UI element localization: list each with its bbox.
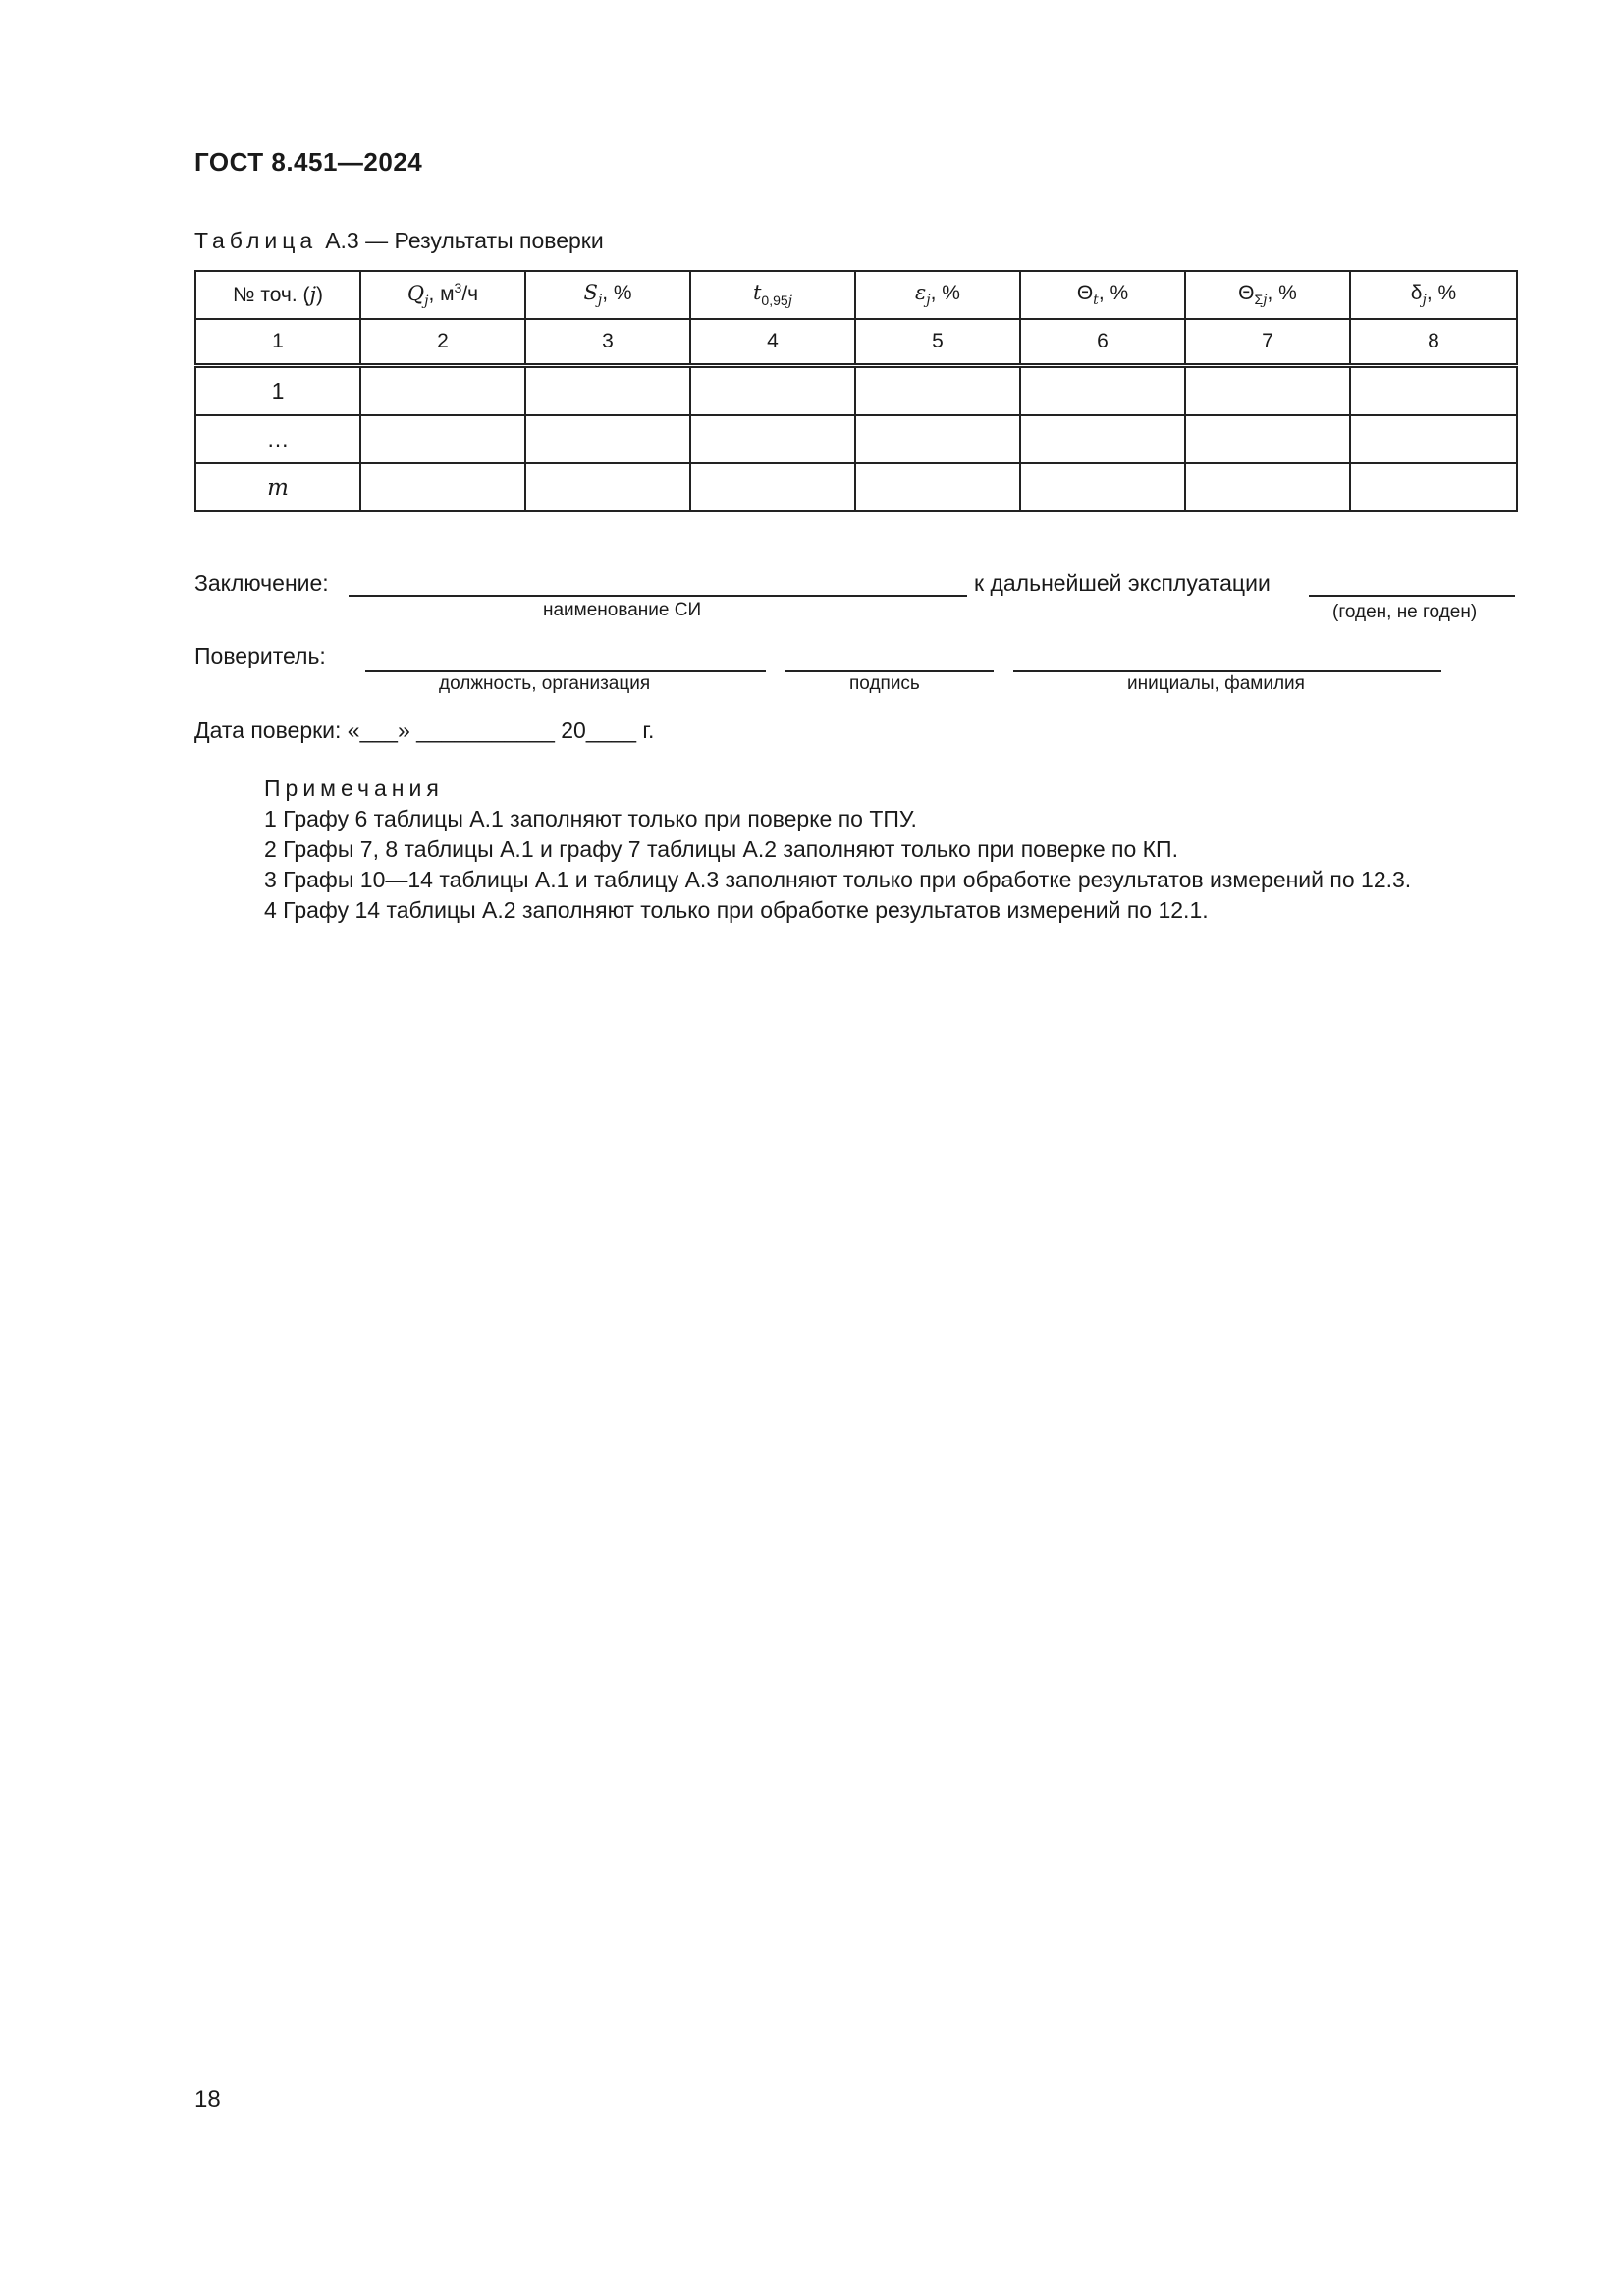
table-row <box>195 415 1517 463</box>
notes-block <box>264 774 1411 926</box>
row-index-cell: … <box>195 415 360 463</box>
table-cell <box>1350 366 1517 416</box>
column-number: 6 <box>1020 319 1185 366</box>
table-cell <box>1350 463 1517 511</box>
column-header-delta: $\delta_j$, % <box>1350 271 1517 319</box>
verifier-hint-name: инициалы, фамилия <box>1127 673 1305 694</box>
verification-date: Дата поверки: «___» ___________ 20____ г. <box>194 718 655 743</box>
table-cell <box>1350 415 1517 463</box>
table-caption-text: А.3 — Результаты поверки <box>325 228 604 253</box>
table-cell <box>1185 463 1350 511</box>
table-cell <box>690 366 855 416</box>
column-number: 1 <box>195 319 360 366</box>
column-header-sj: $S_j$, % <box>525 271 690 319</box>
note-item: 4 Графу 14 таблицы А.2 заполняют только при обработке результатов измерений по 12.1. <box>264 897 1209 923</box>
table-number-row <box>195 319 1517 366</box>
verifier-signature-blank <box>785 670 994 672</box>
table-header-row <box>195 271 1517 319</box>
table-cell <box>360 415 525 463</box>
table-cell <box>690 415 855 463</box>
column-header-theta-t: $\Theta_t$, % <box>1020 271 1185 319</box>
table-cell <box>525 366 690 416</box>
note-item: 3 Графы 10—14 таблицы А.1 и таблицу А.3 заполняют только при обработке результатов измерений по 12.3. <box>264 867 1412 892</box>
verifier-hint-signature: подпись <box>849 673 920 694</box>
column-number: 7 <box>1185 319 1350 366</box>
table-caption <box>194 228 604 254</box>
table-cell <box>1020 463 1185 511</box>
column-header-t: $t_{0,95j}$ <box>690 271 855 319</box>
table-cell <box>525 415 690 463</box>
results-table <box>194 270 1518 512</box>
table-cell <box>360 463 525 511</box>
verifier-name-blank <box>1013 670 1441 672</box>
verifier-label: Поверитель: <box>194 643 326 668</box>
table-cell <box>855 366 1020 416</box>
table-cell <box>855 463 1020 511</box>
table-caption-prefix: Таблица <box>194 228 318 253</box>
table-cell <box>690 463 855 511</box>
column-number: 5 <box>855 319 1020 366</box>
page-number: 18 <box>194 2086 221 2112</box>
conclusion-hint-name: наименование СИ <box>543 600 702 620</box>
table-row <box>195 366 1517 416</box>
conclusion-hint-verdict: (годен, не годен) <box>1332 602 1478 622</box>
table-cell <box>360 366 525 416</box>
verifier-position-blank <box>365 670 766 672</box>
column-header-theta-sum: $\Theta_{\Sigma j}$, % <box>1185 271 1350 319</box>
conclusion-verdict-blank <box>1309 595 1515 597</box>
document-code: ГОСТ 8.451—2024 <box>194 147 423 177</box>
column-number: 4 <box>690 319 855 366</box>
note-item: 2 Графы 7, 8 таблицы А.1 и графу 7 таблицы А.2 заполняют только при поверке по КП. <box>264 836 1178 862</box>
column-header-point: № точ. (j) <box>195 271 360 319</box>
notes-title: Примечания <box>264 775 444 801</box>
table-cell <box>1185 415 1350 463</box>
table-row <box>195 463 1517 511</box>
column-header-flow: $Q_j$, $м^3/ч$ <box>360 271 525 319</box>
note-item: 1 Графу 6 таблицы А.1 заполняют только при поверке по ТПУ. <box>264 806 917 831</box>
table-cell <box>1020 415 1185 463</box>
table-cell <box>855 415 1020 463</box>
column-header-epsilon: $\varepsilon_j$, % <box>855 271 1020 319</box>
column-number: 8 <box>1350 319 1517 366</box>
column-number: 2 <box>360 319 525 366</box>
row-index-cell: m <box>195 463 360 511</box>
column-number: 3 <box>525 319 690 366</box>
table-cell <box>525 463 690 511</box>
conclusion-middle-text: к дальнейшей эксплуатации <box>974 570 1271 596</box>
table-cell <box>1185 366 1350 416</box>
conclusion-label: Заключение: <box>194 570 329 596</box>
verifier-hint-position: должность, организация <box>439 673 651 694</box>
conclusion-name-blank <box>349 595 967 597</box>
row-index-cell: 1 <box>195 366 360 416</box>
table-cell <box>1020 366 1185 416</box>
